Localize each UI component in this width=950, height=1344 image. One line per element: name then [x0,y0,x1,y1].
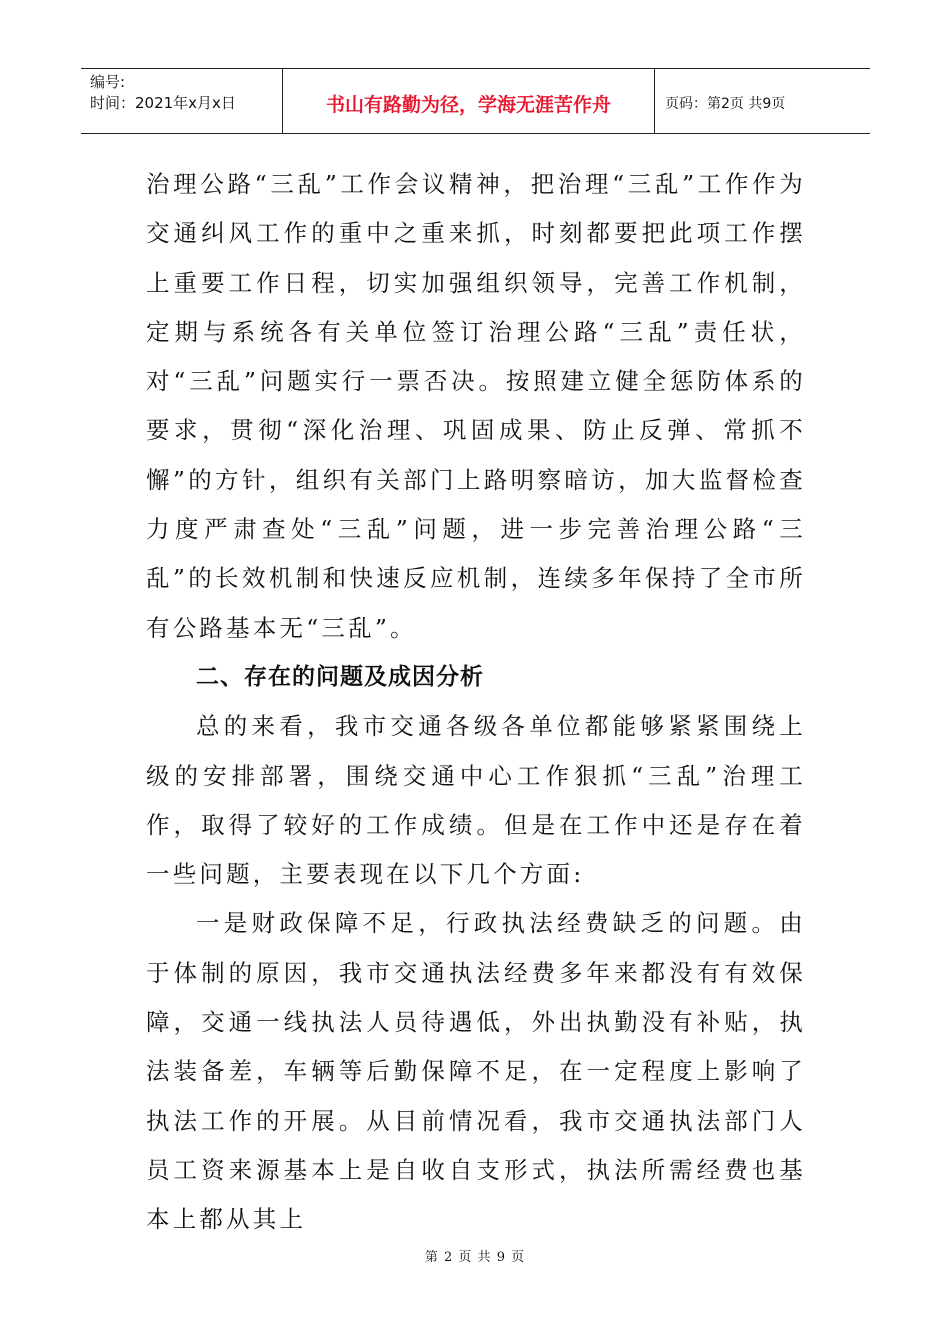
time-label: 时间：2021年x月x日 [90,94,236,112]
motto-text: 书山有路勤为径，学海无涯苦作舟 [325,93,611,116]
number-label: 编号: [90,73,126,91]
motto-cell [283,69,655,133]
section-heading: 二、存在的问题及成因分析 [196,663,484,690]
paragraph-issue-one: 一是财政保障不足，行政执法经费缺乏的问题。由于体制的原因，我市交通执法经费多年来都没有有效保障，交通一线执法人员待遇低，外出执勤没有补贴，执法装备差，车辆等后勤保障不足，在一定程度上影响了执法工作的开展。从目前情况看，我市交通执法部门人员工资来源基本上是自收自支形式，执法所需经费也基本上都从其上 [146,909,806,1234]
header-meta-cell [81,69,283,133]
page-footer: 第 2 页 共 9 页 [424,1250,526,1265]
paragraph-continuation: 治理公路“三乱”工作会议精神，把治理“三乱”工作作为交通纠风工作的重中之重来抓，时刻都要把此项工作摆上重要工作日程，切实加强组织领导，完善工作机制，定期与系统各有关单位签订治理公路“三乱”责任状，对“三乱”问题实行一票否决。按照建立健全惩防体系的要求，贯彻“深化治理、巩固成果、防止反弹、常抓不懈”的方针，组织有关部门上路明察暗访，加大监督检查力度严肃查处“三乱”问题，进一步完善治理公路“三乱”的长效机制和快速反应机制，连续多年保持了全市所有公路基本无“三乱”。 [146,170,806,642]
page-info-text: 页码：第2页 共9页 [665,96,786,112]
page-header [81,68,870,134]
document-body [146,160,806,1245]
paragraph-overview: 总的来看，我市交通各级各单位都能够紧紧围绕上级的安排部署，围绕交通中心工作狠抓“三乱”治理工作，取得了较好的工作成绩。但是在工作中还是存在着一些问题，主要表现在以下几个方面: [146,712,806,889]
page-info-cell [655,69,870,133]
